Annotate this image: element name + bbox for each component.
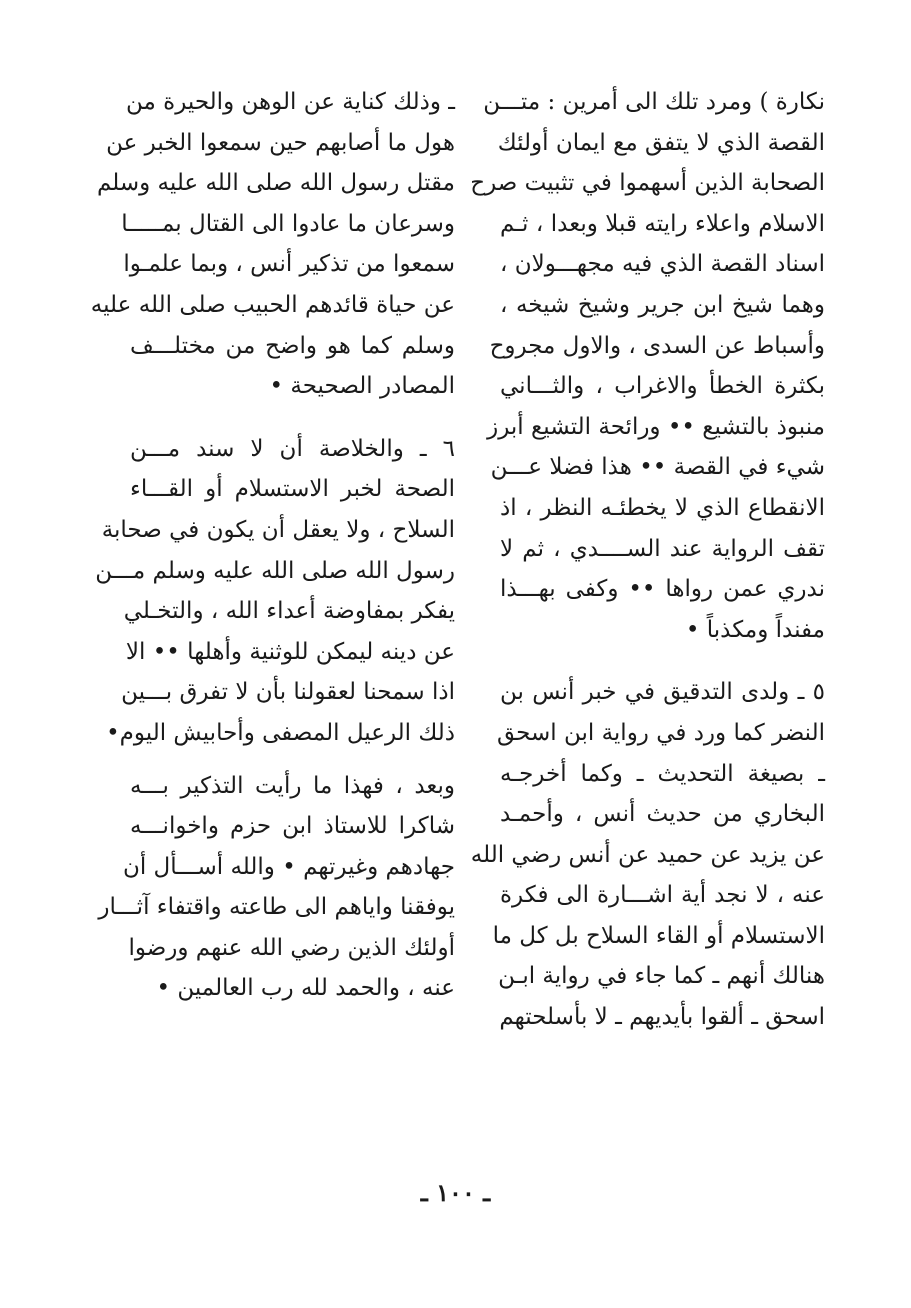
- text-line: ذلك الرعيل المصفى وأحابيش اليوم•: [106, 719, 455, 746]
- text-line: وسلم كما هو واضح من مختلـــف: [130, 332, 455, 359]
- text-line: عنه ، لا نجد أية اشـــارة الى فكرة: [500, 882, 825, 909]
- text-line: اسناد القصة الذي فيه مجهـــولان ،: [500, 251, 825, 278]
- right-paragraph-2: [470, 672, 825, 1037]
- text-line: الصحة لخبر الاستسلام أو القـــاء: [130, 476, 455, 503]
- text-line: وبعد ، فهذا ما رأيت التذكير بـــه: [130, 772, 455, 799]
- text-line: ندري عمن رواها •• وكفى بهـــذا: [500, 576, 825, 603]
- text-line: شاكرا للاستاذ ابن حزم واخوانـــه: [130, 813, 455, 840]
- text-line: وسرعان ما عادوا الى القتال بمـــــا: [121, 210, 455, 237]
- left-column: [90, 82, 455, 1009]
- text-line: رسول الله صلى الله عليه وسلم مـــن: [95, 557, 455, 584]
- text-line: وهما شيخ ابن جرير وشيخ شيخه ،: [500, 291, 825, 318]
- text-line: عنه ، والحمد لله رب العالمين •: [156, 975, 455, 1002]
- text-line: نكارة ) ومرد تلك الى أمرين : متـــن: [483, 89, 825, 115]
- text-line: السلاح ، ولا يعقل أن يكون في صحابة: [101, 516, 455, 543]
- text-line: تقف الرواية عند الســــدي ، ثم لا: [500, 535, 825, 562]
- text-line: مفنداً ومكذباً •: [685, 616, 825, 643]
- text-line: ـ بصيغة التحديث ـ وكما أخرجـه: [500, 760, 825, 787]
- text-line: وأسباط عن السدى ، والاول مجروح: [489, 332, 825, 359]
- text-line: المصادر الصحيحة •: [269, 373, 455, 400]
- text-line: الاسلام واعلاء رايته قبلا وبعدا ، ثـم: [500, 210, 825, 237]
- text-line: ٦ ـ والخلاصة أن لا سند مـــن: [130, 435, 455, 462]
- text-line: عن دينه ليمكن للوثنية وأهلها •• الا: [125, 638, 455, 665]
- text-line: شيء في القصة •• هذا فضلا عـــن: [490, 454, 825, 481]
- page-number: ـ ١٠٠ ـ: [420, 1178, 491, 1207]
- text-line: اذا سمحنا لعقولنا بأن لا تفرق بـــين: [121, 679, 455, 706]
- text-line: منبوذ بالتشيع •• ورائحة التشيع أبرز: [487, 413, 825, 440]
- paragraph-gap: [130, 407, 455, 429]
- text-line: مقتل رسول الله صلى الله عليه وسلم: [96, 170, 455, 197]
- text-line: جهادهم وغيرتهم • والله أســـأل أن: [122, 853, 455, 880]
- text-line: الانقطاع الذي لا يخطئـه النظر ، اذ: [500, 494, 825, 521]
- left-paragraph-1: [90, 82, 455, 407]
- text-line: هنالك أنهم ـ كما جاء في رواية ابـن: [498, 963, 825, 990]
- left-paragraph-3: [98, 766, 455, 1010]
- paragraph-gap: [500, 650, 825, 672]
- text-line: سمعوا من تذكير أنس ، وبما علمـوا: [123, 251, 455, 278]
- text-line: عن يزيد عن حميد عن أنس رضي الله: [470, 841, 825, 868]
- text-line: الاستسلام أو القاء السلاح بل كل ما: [492, 922, 825, 949]
- text-line: القصة الذي لا يتفق مع ايمان أولئك: [497, 129, 825, 156]
- text-line: أولئك الذين رضي الله عنهم ورضوا: [128, 934, 455, 961]
- text-line: يفكر بمفاوضة أعداء الله ، والتخـلي: [123, 598, 455, 625]
- text-line: يوفقنا واياهم الى طاعته واقتفاء آثـــار: [98, 894, 455, 921]
- right-paragraph-1: [470, 82, 825, 650]
- paragraph-gap: [130, 754, 455, 766]
- text-line: بكثرة الخطأ والاغراب ، والثـــاني: [500, 373, 825, 400]
- left-paragraph-2: [95, 429, 455, 754]
- text-line: النضر كما ورد في رواية ابن اسحق: [496, 719, 825, 746]
- text-line: اسحق ـ ألقوا بأيديهم ـ لا بأسلحتهم: [499, 1004, 825, 1031]
- text-line: ٥ ـ ولدى التدقيق في خبر أنس بن: [500, 679, 825, 706]
- text-line: البخاري من حديث أنس ، وأحمـد: [500, 801, 825, 828]
- right-column: [470, 82, 825, 1038]
- text-line: عن حياة قائدهم الحبيب صلى الله عليه: [90, 291, 455, 318]
- text-line: هول ما أصابهم حين سمعوا الخبر عن: [106, 129, 455, 156]
- text-line: الصحابة الذين أسهموا في تثبيت صرح: [470, 170, 825, 197]
- text-line: ـ وذلك كناية عن الوهن والحيرة من: [126, 89, 455, 115]
